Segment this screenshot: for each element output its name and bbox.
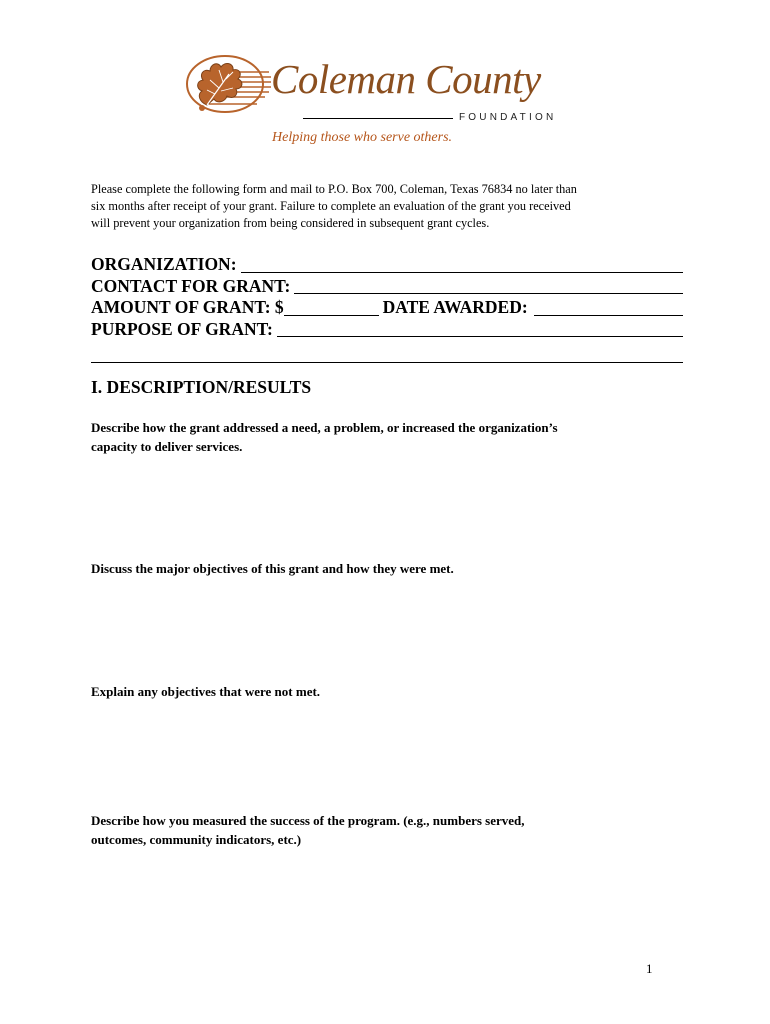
question-success-measure <box>91 811 681 849</box>
grant-fields <box>91 254 683 363</box>
purpose-field-continued[interactable] <box>91 340 683 363</box>
oak-leaf-icon <box>183 50 273 120</box>
intro-line: six months after receipt of your grant. Failure to complete an evaluation of the grant you received <box>91 199 571 213</box>
foundation-logo <box>183 50 563 150</box>
logo-foundation-label: FOUNDATION <box>459 112 557 123</box>
page-number: 1 <box>646 961 653 976</box>
intro-paragraph <box>91 181 681 232</box>
question-line: Explain any objectives that were not met. <box>91 684 321 699</box>
intro-line: Please complete the following form and mail to P.O. Box 700, Coleman, Texas 76834 no later than <box>91 182 577 196</box>
logo-foundation <box>303 110 563 126</box>
section-title: I. DESCRIPTION/RESULTS <box>91 377 312 397</box>
logo-tagline: Helping those who serve others. <box>272 130 453 145</box>
purpose-row <box>91 319 683 341</box>
organization-field[interactable] <box>241 256 683 273</box>
contact-label: CONTACT FOR GRANT: <box>91 275 291 296</box>
question-line: capacity to deliver services. <box>91 439 243 454</box>
question-unmet-objectives <box>91 682 681 701</box>
logo-rule <box>303 118 453 119</box>
question-need <box>91 418 681 456</box>
logo-name: Coleman County <box>271 56 541 102</box>
purpose-label: PURPOSE OF GRANT: <box>91 318 273 339</box>
amount-row <box>91 297 683 319</box>
question-objectives <box>91 559 681 578</box>
intro-line: will prevent your organization from being considered in subsequent grant cycles. <box>91 216 490 230</box>
question-line: Describe how the grant addressed a need, a problem, or increased the organization’s <box>91 420 558 435</box>
amount-field[interactable] <box>284 299 379 316</box>
contact-row <box>91 276 683 298</box>
organization-row <box>91 254 683 276</box>
amount-label: AMOUNT OF GRANT: $ <box>91 297 284 317</box>
date-awarded-field[interactable] <box>534 299 683 316</box>
question-line: outcomes, community indicators, etc.) <box>91 832 302 847</box>
question-line: Discuss the major objectives of this grant and how they were met. <box>91 561 454 576</box>
purpose-field[interactable] <box>277 320 683 337</box>
date-awarded-label: DATE AWARDED: <box>382 297 528 317</box>
contact-field[interactable] <box>294 277 683 294</box>
organization-label: ORGANIZATION: <box>91 254 237 274</box>
question-line: Describe how you measured the success of the program. (e.g., numbers served, <box>91 813 525 828</box>
